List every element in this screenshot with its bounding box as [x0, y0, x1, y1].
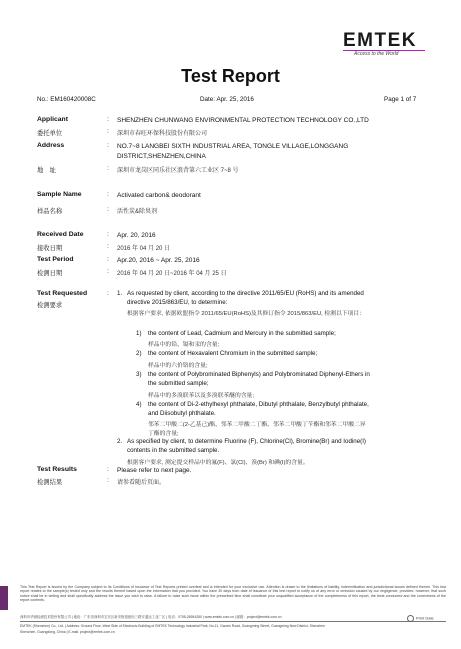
colon: : — [107, 128, 109, 135]
colon: : — [107, 290, 109, 297]
requested-sub4-cn-line1: 邻苯二甲酸二(2-乙基己)酯、邻苯二甲酸二丁酯、邻苯二甲酸丁苄酯和邻苯二甲酸二异 — [148, 422, 366, 428]
requested-item2-line2: contents in the submitted sample. — [127, 447, 220, 454]
colon: : — [107, 256, 109, 263]
colon: : — [107, 268, 109, 275]
footer-divider — [20, 621, 446, 622]
company-tagline: Access to the World — [354, 51, 399, 57]
footer-company-en: EMTEK (Shenzhen) Co., Ltd. | Address: Ground Floor, West Side of Electronic Building of EMTEK Technology Industrial Park, No.11, Gaoxin Road, Guangming Street, Guangming New District, Shenzhen — [20, 624, 325, 628]
logo-underline — [343, 50, 425, 51]
received-date-value-cn: 2016 年 04 月 20 日 — [117, 246, 171, 252]
requested-sub4-line2: and Diisobutyl phthalate. — [148, 410, 216, 417]
applicant-label: Applicant — [37, 116, 68, 123]
footer-postal: Shenzhen, Guangdong, China | E-mail: project@emtek.com.cn — [20, 630, 115, 634]
address-value-cn: 深圳市龙岗区同乐社区浪背第六工业区 7~8 号 — [117, 168, 239, 174]
received-date-value: Apr. 20, 2016 — [117, 232, 156, 239]
colon: : — [107, 466, 109, 473]
requested-item2-line1: As specified by client, to determine Fluorine (F), Chlorine(Cl), Bromine(Br) and Iodine(I) — [127, 438, 366, 445]
colon: : — [107, 116, 109, 123]
colon: : — [107, 477, 109, 484]
sample-name-value: Activated carbon& deodorant — [117, 192, 201, 199]
sub-number: 3) — [136, 371, 142, 378]
test-period-label-cn: 检测日期 — [37, 270, 63, 277]
applicant-value: SHENZHEN CHUNWANG ENVIRONMENTAL PROTECTION TECHNOLOGY CO.,LTD — [117, 117, 369, 124]
test-period-value-cn: 2016 年 04 月 20 日~2016 年 04 月 25 日 — [117, 271, 227, 277]
page-title: Test Report — [181, 66, 280, 86]
requested-sub2: the content of Hexavalent Chromium in the submitted sample; — [148, 350, 318, 357]
item-number: 2. — [117, 438, 123, 445]
address-label: Address — [37, 142, 65, 149]
requested-sub3-cn: 样品中的多溴联苯以及多溴联苯醚的含量; — [148, 393, 254, 399]
colon: : — [107, 206, 109, 213]
test-results-value-cn: 请参看随后页面。 — [117, 480, 166, 486]
sample-name-label-cn: 样品名称 — [37, 208, 63, 215]
sub-number: 2) — [136, 350, 142, 357]
sub-number: 4) — [136, 401, 142, 408]
test-results-label: Test Results — [37, 466, 77, 473]
received-date-label: Received Date — [37, 231, 84, 238]
requested-sub3-line2: the submitted sample; — [148, 380, 209, 387]
address-value-line2: DISTRICT,SHENZHEN,CHINA — [117, 153, 206, 160]
requested-item1-line2: directive 2015/863/EU, to determine: — [127, 299, 228, 306]
test-period-value: Apr.20, 2016 ~ Apr. 25, 2016 — [117, 257, 200, 264]
address-label-cn: 地 址 — [37, 167, 56, 174]
requested-sub2-cn: 样品中的六价铬的含量; — [148, 363, 208, 369]
address-value-line1: NO.7~8 LANGBEI SIXTH INDUSTRIAL AREA, TONGLE VILLAGE,LONGGANG — [117, 143, 349, 150]
requested-item2-cn: 根据客户要求, 测定提交样品中的氟(F)、氯(Cl)、溴(Br) 和碘(I)的含量。 — [127, 460, 309, 466]
footer-disclaimer: This Test Report is issued by the Company subject to its Conditions of Issuance of Test Reports printed overleaf and is intended for your exclusive use. Attention is drawn to the limitations of liability, indemnification and jurisdictional issues defined therein. This test report relates to the sample(s) tested only and the results thereof based upon the information that you provided. You have 30 days from date of issuance of this test report to notify us of any error or omission caused by our negligence; provided, however, that such notice shall be in writing and shall specifically address the issue you wish to raise. A failure to raise such issue within the prescribed time shall constitute your unqualified acceptance of the completeness of this report, the tests conducted and the correctness of the report contents. — [20, 585, 446, 602]
sample-name-value-cn: 活性炭&除臭剂 — [117, 209, 158, 215]
company-logo: EMTEK — [343, 30, 417, 51]
item-number: 1. — [117, 290, 123, 297]
received-date-label-cn: 接收日期 — [37, 245, 63, 252]
footer-print-date-label: Print Date — [416, 615, 434, 621]
applicant-label-cn: 委托单位 — [37, 130, 63, 137]
report-date: Date: Apr. 25, 2016 — [200, 96, 254, 103]
colon: : — [107, 191, 109, 198]
colon: : — [107, 142, 109, 149]
requested-sub3-line1: the content of Polybrominated Biphenyls) and Polybrominated Diphenyl-Ethers in — [148, 371, 370, 378]
requested-item1-cn: 根据客户要求, 依据欧盟指令 2011/65/EU(RoHS)及其修订指令 2015/863/EU, 检测以下项目： — [127, 311, 365, 317]
footer-accent-bar — [0, 586, 8, 610]
sample-name-label: Sample Name — [37, 191, 82, 198]
colon: : — [107, 243, 109, 250]
page-number: Page 1 of 7 — [384, 96, 417, 103]
footer-company-cn: 深圳市华测检测技术股份有限公司 | 地址：广东省深圳市宝安区新安街道留仙三路安通达工业厂区 | 电话：0755-26954280 | www.emtek.com.cn | 邮箱：project@emtek.com.cn — [20, 615, 282, 619]
applicant-value-cn: 深圳市春旺环保科技股份有限公司 — [117, 131, 208, 137]
sub-number: 1) — [136, 330, 142, 337]
requested-item1-line1: As requested by client, according to the directive 2011/65/EU (RoHS) and its amended — [127, 290, 364, 297]
test-requested-label-cn: 检测要求 — [37, 302, 63, 309]
footer-print-date — [407, 615, 434, 622]
test-results-value: Please refer to next page. — [117, 467, 192, 474]
test-results-label-cn: 检测结果 — [37, 479, 63, 486]
requested-sub4-cn-line2: 丁酯的含量; — [148, 431, 179, 437]
test-period-label: Test Period — [37, 256, 74, 263]
badge-icon — [407, 615, 414, 622]
requested-sub1: the content of Lead, Cadmium and Mercury in the submitted sample; — [148, 330, 336, 337]
test-requested-label: Test Requested — [37, 290, 88, 297]
colon: : — [107, 231, 109, 238]
requested-sub1-cn: 样品中的铅、镉和汞的含量; — [148, 342, 220, 348]
report-number: No.: EM160420008C — [37, 96, 96, 103]
requested-sub4-line1: the content of Di-2-ethylhexyl phthalate, Dibutyl phthalate, Benzylbutyl phthalate, — [148, 401, 369, 408]
colon: : — [107, 165, 109, 172]
